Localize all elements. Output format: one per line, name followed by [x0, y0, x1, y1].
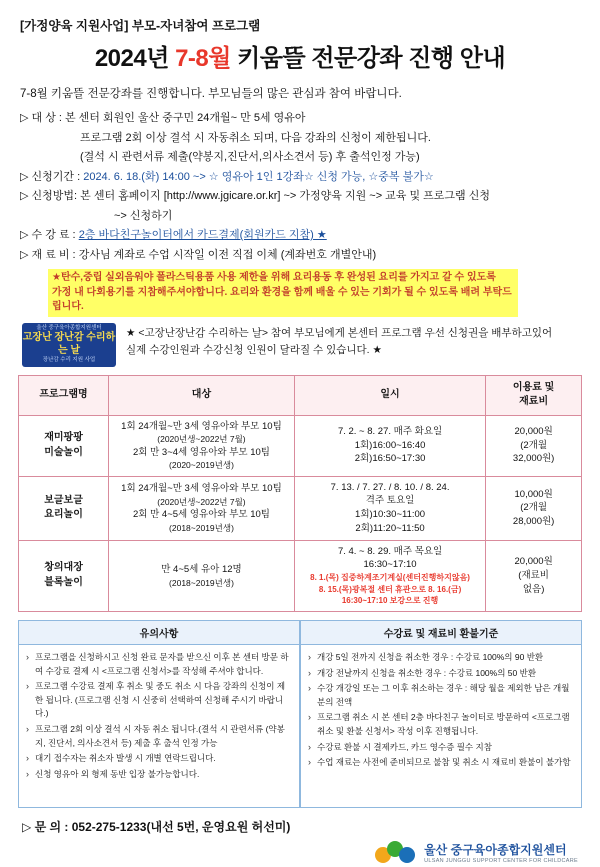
cell-program-name	[19, 540, 109, 611]
cell-datetime	[294, 476, 485, 540]
target-text-2: (2020년생~2022년 7월)	[157, 496, 246, 507]
list-item: › 수업 재료는 사전에 준비되므로 불참 및 취소 시 재료비 환불이 불가함	[308, 756, 574, 770]
apply-method-label: ▷ 신청방법:	[20, 190, 78, 202]
datetime-text-3: 8. 1.(목) 집중하계조기계실(센터진행하지않음)	[310, 573, 470, 583]
material-label: ▷ 재 료 비 :	[20, 248, 76, 261]
notice-header: 유의사항	[19, 621, 300, 645]
th-fee: 이용료 및 재료비	[486, 375, 582, 415]
apply-method-line	[20, 188, 582, 205]
header-subtitle: [가정양육 지원사업] 부모-자녀참여 프로그램	[20, 19, 261, 33]
bottom-tables	[18, 620, 582, 808]
badge-bottom-text: 장난감 수리 지원 사업	[42, 357, 96, 363]
fee-text-1: 20,000원	[514, 425, 553, 437]
refund-header: 수강료 및 재료비 환불기준	[301, 621, 582, 645]
list-item: › 수강 개강일 또는 그 이후 취소하는 경우 : 해당 월을 제외한 남은 개월 분의 전액	[308, 682, 574, 709]
toy-repair-notice	[22, 323, 582, 367]
fee-text-2: (재료비	[518, 569, 549, 581]
fee-text-1: 10,000원	[514, 488, 553, 500]
target-value: 본 센터 회원인 울산 중구민 24개월~ 만 5세 영유아	[65, 112, 306, 124]
apply-method-value-2: ~> 신청하기	[114, 209, 173, 222]
title-suffix: 키움뜰 전문강좌 진행 안내	[230, 45, 506, 72]
target-text-2: (2018~2019년생)	[169, 577, 234, 588]
list-item: › 프로그램 2회 이상 결석 시 자동 취소 됩니다.(결석 시 관련서류 (약봉지, 진단서, 의사소견서 등) 제출 후 출석 인정 가능	[26, 723, 292, 750]
list-item: › 신청 영유아 외 형제 동반 입장 불가능합니다.	[26, 768, 292, 782]
cell-fee	[486, 540, 582, 611]
target-text-3: 2회 만 4~5세 영유아와 부모 10팀	[133, 509, 270, 521]
cell-program-name	[19, 415, 109, 476]
program-name-line-1: 창의대장	[44, 562, 83, 574]
target-note-1: 프로그램 2회 이상 결석 시 자동취소 되며, 다음 강좌의 신청이 제한됩니다.	[80, 131, 431, 144]
target-text-3: 2회 만 3~4세 영유아와 부모 10팀	[133, 446, 270, 458]
title-highlight: 7-8월	[175, 45, 231, 72]
target-text-1: 1회 24개월~만 3세 영유아와 부모 10팀	[121, 420, 282, 432]
apply-period-label: ▷ 신청기간 :	[20, 170, 81, 183]
target-text-2: (2020년생~2022년 7월)	[157, 434, 246, 445]
notice-body	[19, 645, 300, 808]
notice-table	[18, 620, 300, 808]
table-header-row	[19, 375, 582, 415]
target-label: ▷ 대 상 :	[20, 112, 62, 124]
fee-label: ▷ 수 강 료 :	[20, 229, 76, 241]
program-name-line-2: 미술놀이	[44, 446, 83, 458]
toy-repair-text-2: 실제 수강인원과 수강신청 인원이 달라질 수 있습니다. ★	[126, 344, 382, 357]
cell-target	[109, 540, 295, 611]
cell-target	[109, 476, 295, 540]
cell-target	[109, 415, 295, 476]
page-title	[18, 38, 582, 73]
target-text-4: (2018~2019년생)	[169, 522, 234, 533]
datetime-text-1: 7. 4. ~ 8. 29. 매주 목요일	[337, 545, 443, 557]
program-table	[18, 375, 582, 613]
refund-table	[300, 620, 582, 808]
list-item: › 프로그램 취소 시 본 센터 2층 바다친구 놀이터로 방문하여 <프로그램 취소 및 환불 신청서> 작성 이후 진행됩니다.	[308, 711, 574, 738]
eco-note-box	[48, 269, 518, 317]
apply-method-value: 본 센터 홈페이지 [http://www.jgicare.or.kr] ~> 가정양육 지원 ~> 교육 및 프로그램 신청	[80, 190, 490, 202]
cell-datetime	[294, 540, 485, 611]
target-text-4: (2020~2019년생)	[169, 460, 234, 471]
toy-repair-text	[126, 323, 552, 361]
th-datetime: 일시	[294, 375, 485, 415]
datetime-text-1: 7. 2. ~ 8. 27. 매주 화요일	[337, 425, 443, 437]
apply-period-value: 2024. 6. 18.(화) 14:00 ~> ☆ 영유아 1인 1강좌☆ 신청 가능, ☆중복 불가☆	[83, 170, 434, 183]
fee-text-2: (2개월	[520, 439, 548, 451]
fee-value: 2층 바다친구놀이터에서 카드결제(회원카드 지참) ★	[78, 229, 327, 241]
table-row	[19, 540, 582, 611]
program-name-line-2: 요리놀이	[44, 509, 83, 521]
datetime-text-2: 1회)16:00~16:40	[354, 439, 426, 451]
datetime-text-2: 격주 토요일	[365, 495, 415, 507]
logo-name-en: ULSAN JUNGGU SUPPORT CENTER FOR CHILDCARE	[424, 857, 578, 864]
target-line	[20, 110, 582, 127]
program-name-line-1: 재미팡팡	[44, 432, 83, 444]
cell-program-name	[19, 476, 109, 540]
cell-fee	[486, 476, 582, 540]
list-item: › 대기 접수자는 취소자 발생 시 개별 연락드립니다.	[26, 752, 292, 766]
th-target: 대상	[109, 375, 295, 415]
toy-repair-badge	[22, 323, 116, 367]
cell-datetime	[294, 415, 485, 476]
toy-repair-text-1: ★ <고장난장난감 수리하는 날> 참여 부모님에게 본센터 프로그램 우선 신청권을 배부하고있어	[126, 326, 553, 339]
center-logo-text	[424, 844, 578, 863]
eco-note-line-1: ★탄수,중립 실외음워야 폴라스틱용품 사용 제한을 위해 요리용동 후 완성된 요리를 가지고 갈 수 있도록	[52, 272, 496, 283]
refund-body	[301, 645, 582, 808]
datetime-text-2: 16:30~17:10	[363, 559, 417, 571]
eco-note-line-2: 가정 내 다회용기를 지참해주셔야합니다. 요리와 환경을 함께 배울 수 있는 기회가 될 수 있도록 배려 부탁드립니다.	[52, 286, 512, 312]
datetime-text-4: 2회)11:20~11:50	[355, 522, 425, 534]
fee-line	[20, 227, 582, 244]
material-line	[20, 247, 582, 264]
logo-name-ko: 울산 중구육아종합지원센터	[424, 843, 567, 858]
table-row	[19, 415, 582, 476]
badge-main-text: 고장난 장난감 수리하는 날	[22, 332, 116, 356]
list-item: › 개강 5일 전까지 신청을 취소한 경우 : 수강료 100%의 90 반환	[308, 651, 574, 665]
apply-period-line	[20, 169, 582, 186]
table-row	[19, 476, 582, 540]
list-item: › 개강 전날까지 신청을 취소한 경우 : 수강료 100%의 50 반환	[308, 667, 574, 681]
datetime-text-5: 16:30~17:10 보강으로 진행	[341, 596, 439, 606]
fee-text-3: 없음)	[522, 583, 545, 595]
datetime-text-3: 2회)16:50~17:30	[354, 453, 426, 465]
datetime-text-1: 7. 13. / 7. 27. / 8. 10. / 8. 24.	[330, 481, 450, 493]
badge-top-text: 울산 중구육아종합지원센터	[36, 325, 102, 332]
material-value: 강사님 계좌로 수업 시작일 이전 직접 이체 (계좌번호 개별안내)	[78, 248, 377, 261]
footer	[18, 841, 582, 867]
fee-text-2: (2개월	[520, 502, 548, 514]
list-item: › 수강료 환불 시 결제카드, 카드 영수증 필수 지참	[308, 741, 574, 755]
title-prefix: 2024년	[94, 45, 176, 72]
program-name-line-1: 보글보글	[44, 494, 83, 506]
intro-text: 7-8월 키움뜰 전문강좌를 진행합니다. 부모님들의 많은 관심과 참여 바랍니다.	[20, 88, 402, 100]
fee-text-1: 20,000원	[514, 556, 553, 568]
fee-text-3: 28,000원)	[512, 516, 555, 528]
fee-text-3: 32,000원)	[512, 453, 555, 465]
list-item: › 프로그램을 신청하시고 신청 완료 문자를 받으신 이후 본 센터 방문 하여 수강료 결제 시 <프로그램 신청서>를 작성해 주셔야 합니다.	[26, 651, 292, 678]
list-item: › 프로그램 수강료 결제 후 취소 및 중도 취소 시 다음 강좌의 신청이 제한 됩니다. (프로그램 신청 시 신중히 선택하여 신청해 주시기 바랍니다.)	[26, 680, 292, 721]
center-logo-icon	[375, 841, 417, 867]
target-text-1: 1회 24개월~만 3세 영유아와 부모 10팀	[121, 483, 282, 495]
target-text-1: 만 4~5세 유아 12명	[161, 563, 242, 575]
target-line-1	[111, 420, 292, 434]
program-name-line-2: 블록놀이	[44, 576, 83, 588]
datetime-text-4: 8. 15.(목)광복절 센터 휴관으로 8. 16.(금)	[318, 584, 462, 594]
contact-line: ▷ 문 의 : 052-275-1233(내선 5번, 운영요원 허선미)	[22, 820, 291, 835]
cell-fee	[486, 415, 582, 476]
th-program-name: 프로그램명	[19, 375, 109, 415]
datetime-text-3: 1회)10:30~11:00	[355, 509, 426, 521]
target-note-2: (결석 시 관련서류 제출(약봉지,진단서,의사소견서 등) 후 출석인정 가능)	[80, 151, 420, 163]
